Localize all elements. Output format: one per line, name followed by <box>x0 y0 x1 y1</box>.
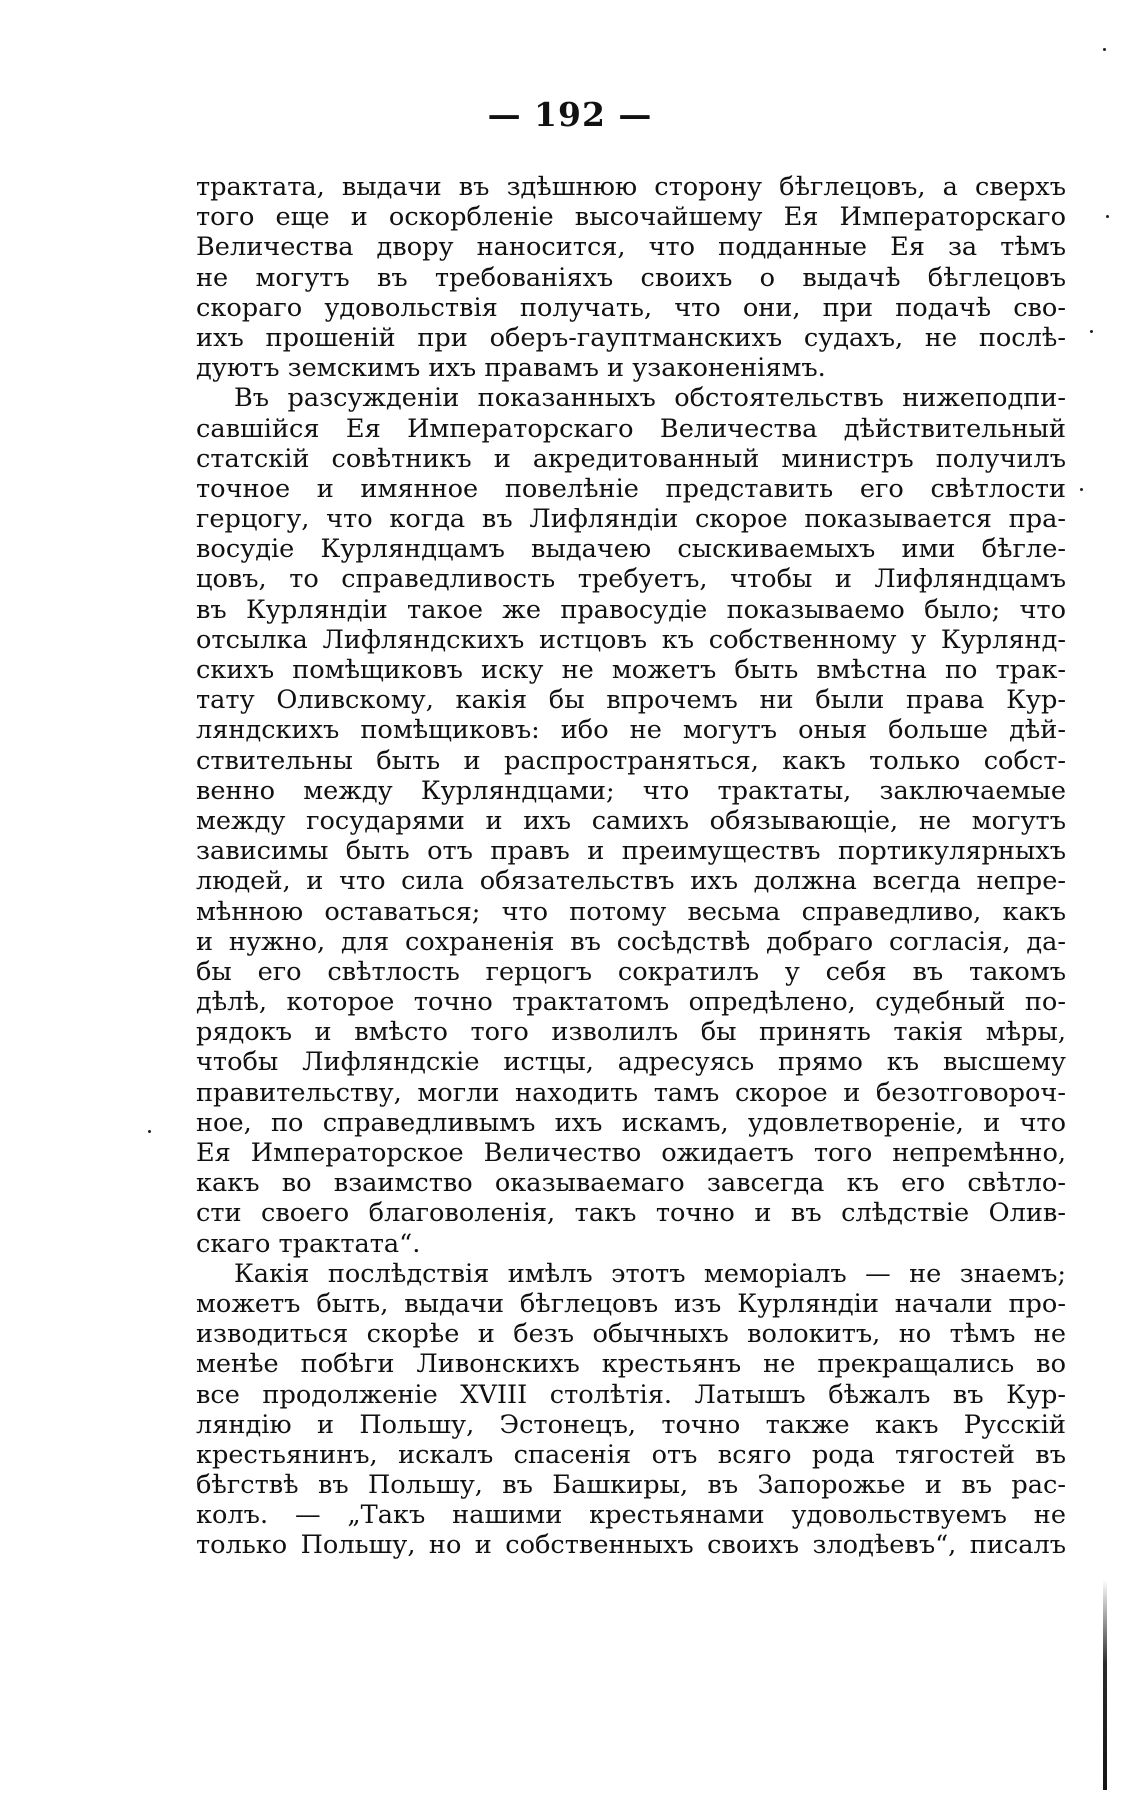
text-line: колъ. — „Такъ нашими крестьянами удовольствуемъ не <box>196 1500 1066 1531</box>
text-line: сти своего благоволенія, такъ точно и въ слѣдствіе Олив- <box>196 1198 1066 1229</box>
text-line: крестьянинъ, искалъ спасенія отъ всяго рода тягостей въ <box>196 1439 1066 1470</box>
text-line: въ Курляндіи такое же правосудіе показываемо было; что <box>196 594 1066 625</box>
text-line: отсылка Лифляндскихъ истцовъ къ собственному у Курлянд- <box>196 624 1066 655</box>
text-line: ляндскихъ помѣщиковъ: ибо не могутъ оныя больше дѣй- <box>196 715 1066 746</box>
page-number: — 192 — <box>487 95 653 134</box>
text-line: ихъ прошеній при оберъ-гауптманскихъ судахъ, не послѣ- <box>196 322 1066 353</box>
text-line: бы его свѣтлость герцогъ сократилъ у себя въ такомъ <box>196 956 1066 987</box>
binding-edge-shadow <box>1103 1580 1107 1790</box>
text-line: скораго удовольствія получать, что они, при подачѣ сво- <box>196 292 1066 323</box>
text-line: какъ во взаимство оказываемаго завсегда къ его свѣтло- <box>196 1168 1066 1199</box>
text-line: тату Оливскому, какія бы впрочемъ ни были права Кур- <box>196 685 1066 716</box>
body-text <box>196 172 1066 1561</box>
text-line: трактата, выдачи въ здѣшнюю сторону бѣглецовъ, а сверхъ <box>196 172 1066 202</box>
text-line: людей, и что сила обязательствъ ихъ должна всегда непре- <box>196 866 1066 897</box>
text-line: цовъ, то справедливость требуетъ, чтобы и Лифляндцамъ <box>196 564 1066 595</box>
text-line: зависимы быть отъ правъ и преимуществъ портикулярныхъ <box>196 836 1066 867</box>
scan-speck <box>1106 215 1109 218</box>
text-line: того еще и оскорбленіе высочайшему Ея Императорскаго <box>196 202 1066 233</box>
text-line: только Польшу, но и собственныхъ своихъ злодѣевъ“, писалъ <box>196 1530 1066 1561</box>
text-line: ствительны быть и распространяться, какъ только собст- <box>196 745 1066 776</box>
text-line: правительству, могли находить тамъ скорое и безотговороч- <box>196 1077 1066 1108</box>
text-line: мѣнною оставаться; что потому весьма справедливо, какъ <box>196 896 1066 927</box>
text-line: можетъ быть, выдачи бѣглецовъ изъ Курляндіи начали про- <box>196 1288 1066 1319</box>
scan-speck <box>1090 330 1093 333</box>
text-line: статскій совѣтникъ и акредитованный министръ получилъ <box>196 443 1066 474</box>
text-line: менѣе побѣги Ливонскихъ крестьянъ не прекращались во <box>196 1349 1066 1380</box>
text-line: восудіе Курляндцамъ выдачею сыскиваемыхъ ими бѣгле- <box>196 534 1066 565</box>
text-line: скаго трактата“. <box>196 1228 421 1259</box>
text-line: и нужно, для сохраненія въ сосѣдствѣ добраго согласія, да- <box>196 926 1066 957</box>
scan-speck <box>1080 488 1083 491</box>
text-line: изводиться скорѣе и безъ обычныхъ волокитъ, но тѣмъ не <box>196 1319 1066 1350</box>
scan-speck <box>148 1130 151 1133</box>
text-line: Какія послѣдствія имѣлъ этотъ меморіалъ — не знаемъ; <box>234 1258 1066 1289</box>
text-line: не могутъ въ требованіяхъ своихъ о выдачѣ бѣглецовъ <box>196 262 1066 293</box>
text-line: савшійся Ея Императорскаго Величества дѣйствительный <box>196 413 1066 444</box>
text-line: точное и имянное повелѣніе представить его свѣтлости <box>196 473 1066 504</box>
text-line: между государями и ихъ самихъ обязывающіе, не могутъ <box>196 805 1066 836</box>
text-line: Ея Императорское Величество ожидаетъ того непремѣнно, <box>196 1138 1066 1168</box>
text-line: ное, по справедливымъ ихъ искамъ, удовлетвореніе, и что <box>196 1107 1066 1138</box>
text-line: скихъ помѣщиковъ иску не можетъ быть вмѣстна по трак- <box>196 655 1066 685</box>
text-line: дуютъ земскимъ ихъ правамъ и узаконеніямъ. <box>196 353 826 384</box>
text-line: бѣгствѣ въ Польшу, въ Башкиры, въ Запорожье и въ рас- <box>196 1470 1066 1501</box>
text-line: герцогу, что когда въ Лифляндіи скорое показывается пра- <box>196 504 1066 535</box>
scan-speck <box>1103 48 1106 51</box>
text-line: дѣлѣ, которое точно трактатомъ опредѣлено, судебный по- <box>196 987 1066 1018</box>
text-line: венно между Курляндцами; что трактаты, заключаемые <box>196 775 1066 806</box>
text-line: рядокъ и вмѣсто того изволилъ бы принять такія мѣры, <box>196 1017 1066 1048</box>
text-line: Величества двору наносится, что подданные Ея за тѣмъ <box>196 232 1066 263</box>
text-line: все продолженіе XVIII столѣтія. Латышъ бѣжалъ въ Кур- <box>196 1379 1066 1410</box>
text-line: Въ разсужденіи показанныхъ обстоятельствъ нижеподпи- <box>234 383 1066 414</box>
text-line: чтобы Лифляндскіе истцы, адресуясь прямо къ высшему <box>196 1047 1066 1078</box>
text-line: ляндію и Польшу, Эстонецъ, точно также какъ Русскій <box>196 1409 1066 1440</box>
